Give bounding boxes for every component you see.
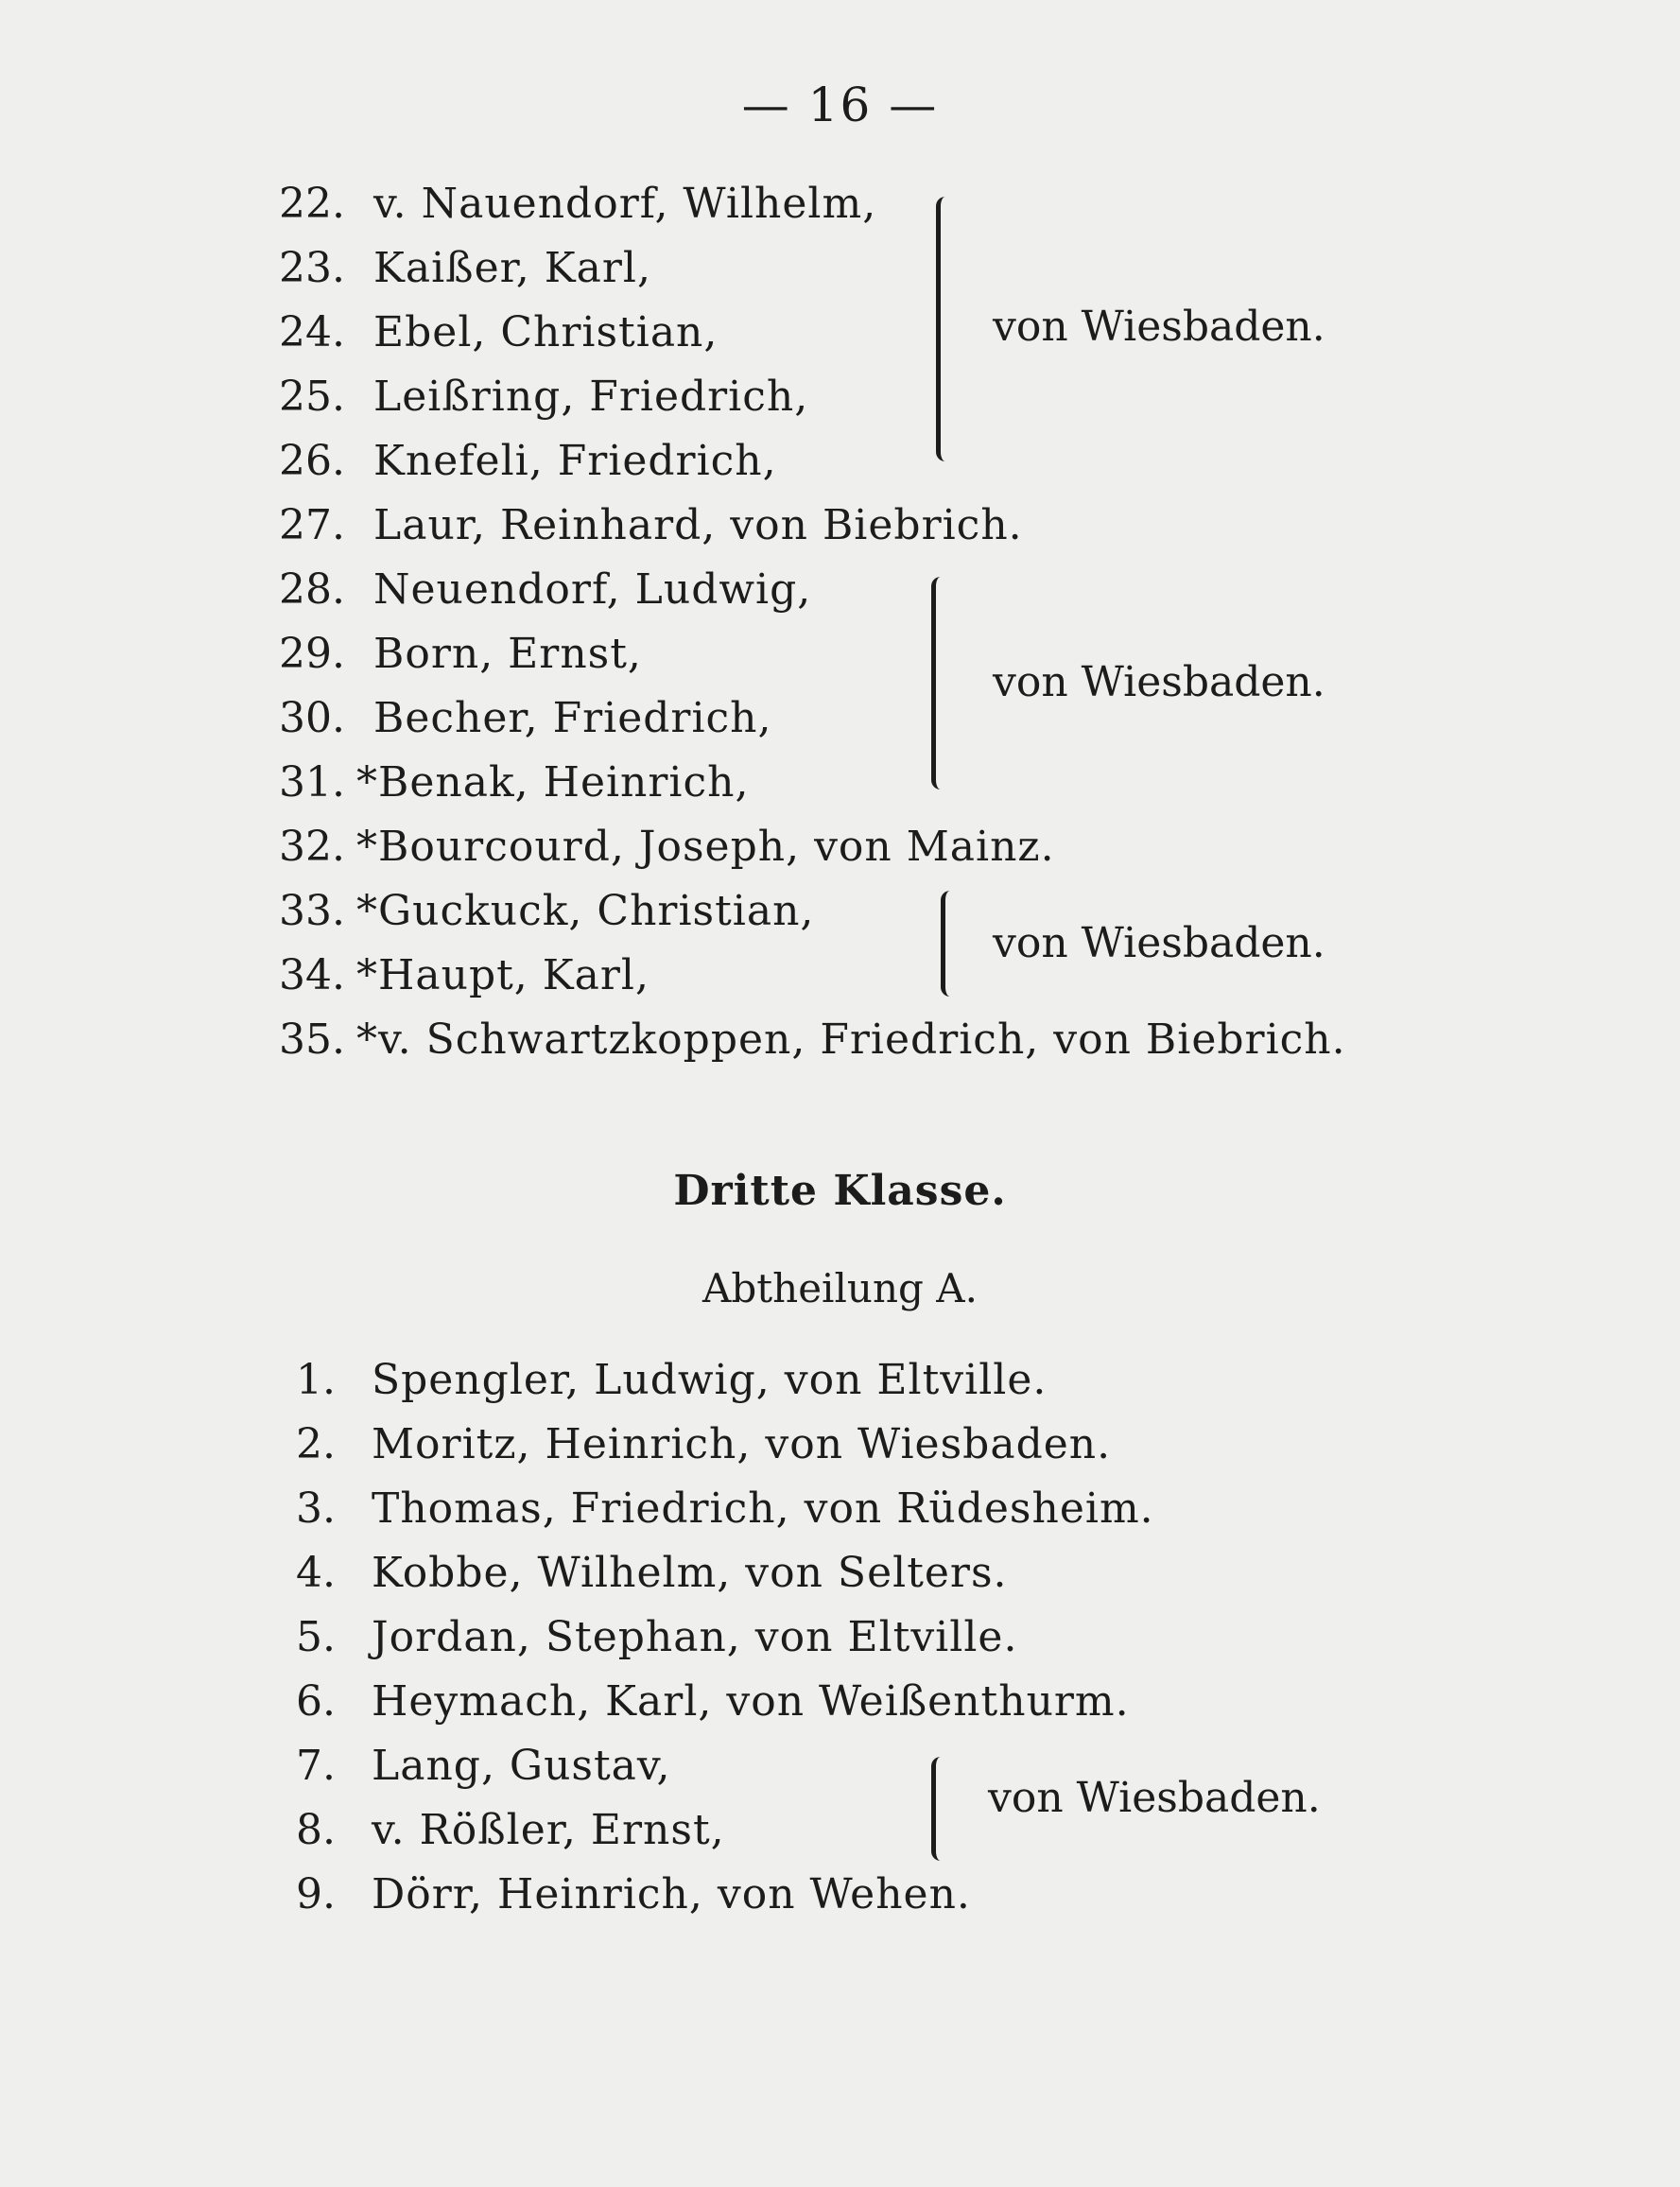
brace [941,891,959,997]
entry-name: Knefeli, Friedrich, [373,437,777,485]
entry-name: *Haupt, Karl, [356,951,649,999]
entry-name: v. Nauendorf, Wilhelm, [373,180,877,228]
entry-name: Becher, Friedrich, [373,694,772,742]
entry-name: *Guckuck, Christian, [356,887,815,935]
entry-number: 35. [279,1015,345,1064]
brace-label: von Wiesbaden. [993,658,1325,706]
entry-number: 2. [296,1420,336,1468]
entry-number: 29. [279,630,345,678]
entry-name: Lang, Gustav, [372,1742,671,1790]
entry-number: 30. [279,694,345,742]
brace [931,577,949,790]
brace [936,197,954,461]
entry-name: Neuendorf, Ludwig, [373,565,812,614]
entry-number: 22. [279,180,345,228]
entry-name: *Bourcourd, Joseph, von Mainz. [356,823,1055,871]
entry-name: Laur, Reinhard, von Biebrich. [373,501,1023,549]
entry-name: Dörr, Heinrich, von Wehen. [372,1870,971,1918]
entry-name: Leißring, Friedrich, [373,373,809,421]
entry-name: Ebel, Christian, [373,308,719,356]
entry-number: 25. [279,373,345,421]
entry-number: 7. [296,1742,336,1790]
entry-number: 34. [279,951,345,999]
entry-number: 4. [296,1549,336,1597]
brace-label: von Wiesbaden. [993,919,1325,967]
brace-label: von Wiesbaden. [993,303,1325,351]
entry-number: 23. [279,244,345,292]
entry-number: 8. [296,1806,336,1854]
brace [931,1757,949,1861]
entry-number: 9. [296,1870,336,1918]
entry-name: Born, Ernst, [373,630,642,678]
entry-name: Jordan, Stephan, von Eltville. [372,1613,1018,1661]
entry-number: 33. [279,887,345,935]
entry-name: *v. Schwartzkoppen, Friedrich, von Biebrich. [356,1015,1346,1064]
page-number: — 16 — [741,78,939,132]
entry-name: Thomas, Friedrich, von Rüdesheim. [372,1484,1154,1533]
entry-number: 26. [279,437,345,485]
entry-name: Spengler, Ludwig, von Eltville. [372,1356,1048,1404]
entry-number: 28. [279,565,345,614]
brace-label: von Wiesbaden. [988,1774,1321,1822]
entry-number: 3. [296,1484,336,1533]
section-subtitle: Abtheilung A. [702,1265,978,1311]
entry-name: *Benak, Heinrich, [356,758,750,807]
entry-number: 32. [279,823,345,871]
entry-name: Moritz, Heinrich, von Wiesbaden. [372,1420,1112,1468]
entry-number: 5. [296,1613,336,1661]
entry-number: 27. [279,501,345,549]
section-title: Dritte Klasse. [673,1167,1007,1215]
entry-name: v. Rößler, Ernst, [372,1806,725,1854]
entry-number: 1. [296,1356,336,1404]
entry-name: Kobbe, Wilhelm, von Selters. [372,1549,1008,1597]
entry-name: Kaißer, Karl, [373,244,651,292]
entry-name: Heymach, Karl, von Weißenthurm. [372,1677,1130,1726]
entry-number: 24. [279,308,345,356]
entry-number: 6. [296,1677,336,1726]
entry-number: 31. [279,758,345,807]
